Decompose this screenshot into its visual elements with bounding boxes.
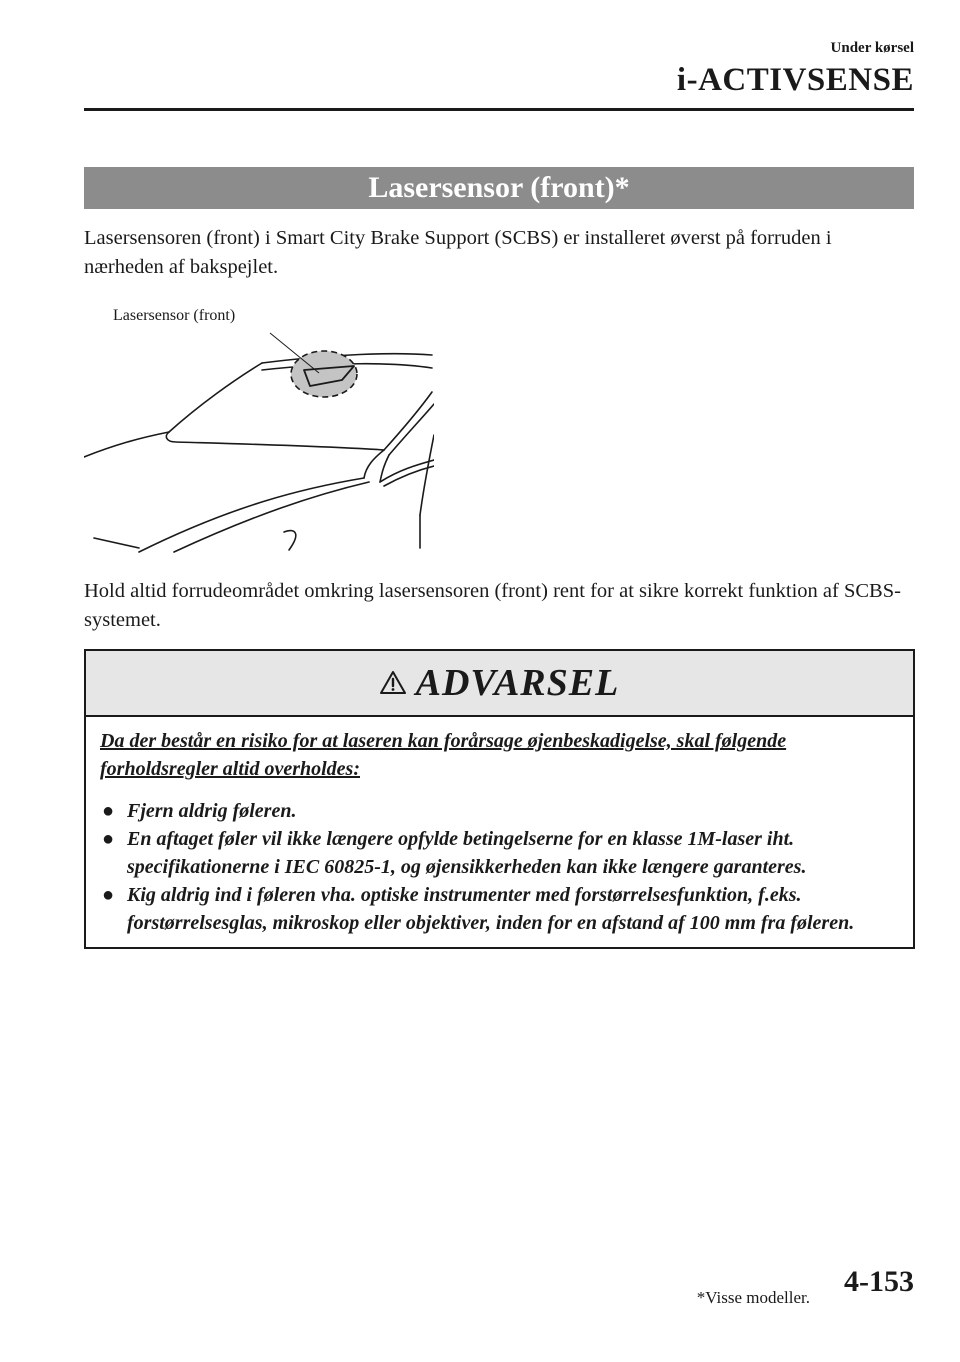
ground-line bbox=[94, 538, 139, 548]
chapter-label: Under kørsel bbox=[830, 40, 914, 56]
a-pillar bbox=[384, 392, 432, 450]
warning-intro: Da der består en risiko for at laseren kan forårsage øjenbeskadigelse, skal følgende forholdsregler altid overholdes: bbox=[100, 730, 787, 780]
door-line-2 bbox=[420, 435, 434, 515]
page-number: 4-153 bbox=[844, 1265, 914, 1298]
warning-title: ADVARSEL bbox=[415, 662, 620, 704]
bullet-icon: ● bbox=[102, 800, 115, 822]
follow-paragraph: Hold altid forrudeområdet omkring lasersensoren (front) rent for at sikre korrekt funktion af SCBS-systemet. bbox=[84, 580, 901, 631]
fender-curve bbox=[284, 531, 296, 550]
header-rule bbox=[84, 108, 914, 111]
list-item-text: Fjern aldrig føleren. bbox=[127, 800, 297, 822]
list-item bbox=[100, 825, 899, 881]
footnote: *Visse modeller. bbox=[696, 1288, 810, 1307]
body-line-2 bbox=[139, 478, 364, 552]
windshield-top bbox=[169, 363, 262, 432]
intro-paragraph: Lasersensoren (front) i Smart City Brake Support (SCBS) er installeret øverst på forruden i nærheden af bakspejlet. bbox=[84, 227, 832, 278]
warning-body bbox=[86, 717, 913, 937]
list-item-text: En aftaget føler vil ikke længere opfylde betingelserne for en klasse 1M-laser iht. specifikationerne i IEC 60825-1, og øjensikkerheden kan ikke længere garanteres. bbox=[127, 828, 807, 878]
warning-list bbox=[100, 797, 899, 937]
body-line-1 bbox=[364, 450, 384, 478]
warning-triangle-icon bbox=[380, 670, 406, 696]
section-banner bbox=[84, 167, 914, 209]
body-line-3 bbox=[174, 482, 369, 552]
bullet-icon: ● bbox=[102, 828, 115, 850]
warning-header bbox=[86, 651, 913, 717]
windshield-illustration bbox=[84, 300, 434, 555]
a-pillar-inner bbox=[389, 404, 434, 455]
warning-box bbox=[84, 649, 915, 949]
windshield-bottom bbox=[166, 432, 384, 450]
bullet-icon: ● bbox=[102, 884, 115, 906]
figure-label: Lasersensor (front) bbox=[113, 307, 236, 324]
list-item-text: Kig aldrig ind i føleren vha. optiske instrumenter med forstørrelsesfunktion, f.eks. forstørrelsesglas, mikroskop eller objektiver, inden for en afstand af 100 mm fra føleren. bbox=[127, 884, 855, 934]
section-title: Lasersensor (front)* bbox=[368, 171, 630, 204]
list-item bbox=[100, 881, 899, 937]
list-item bbox=[100, 797, 899, 825]
page-header-title: i-ACTIVSENSE bbox=[676, 62, 914, 98]
hood-line bbox=[84, 432, 169, 457]
